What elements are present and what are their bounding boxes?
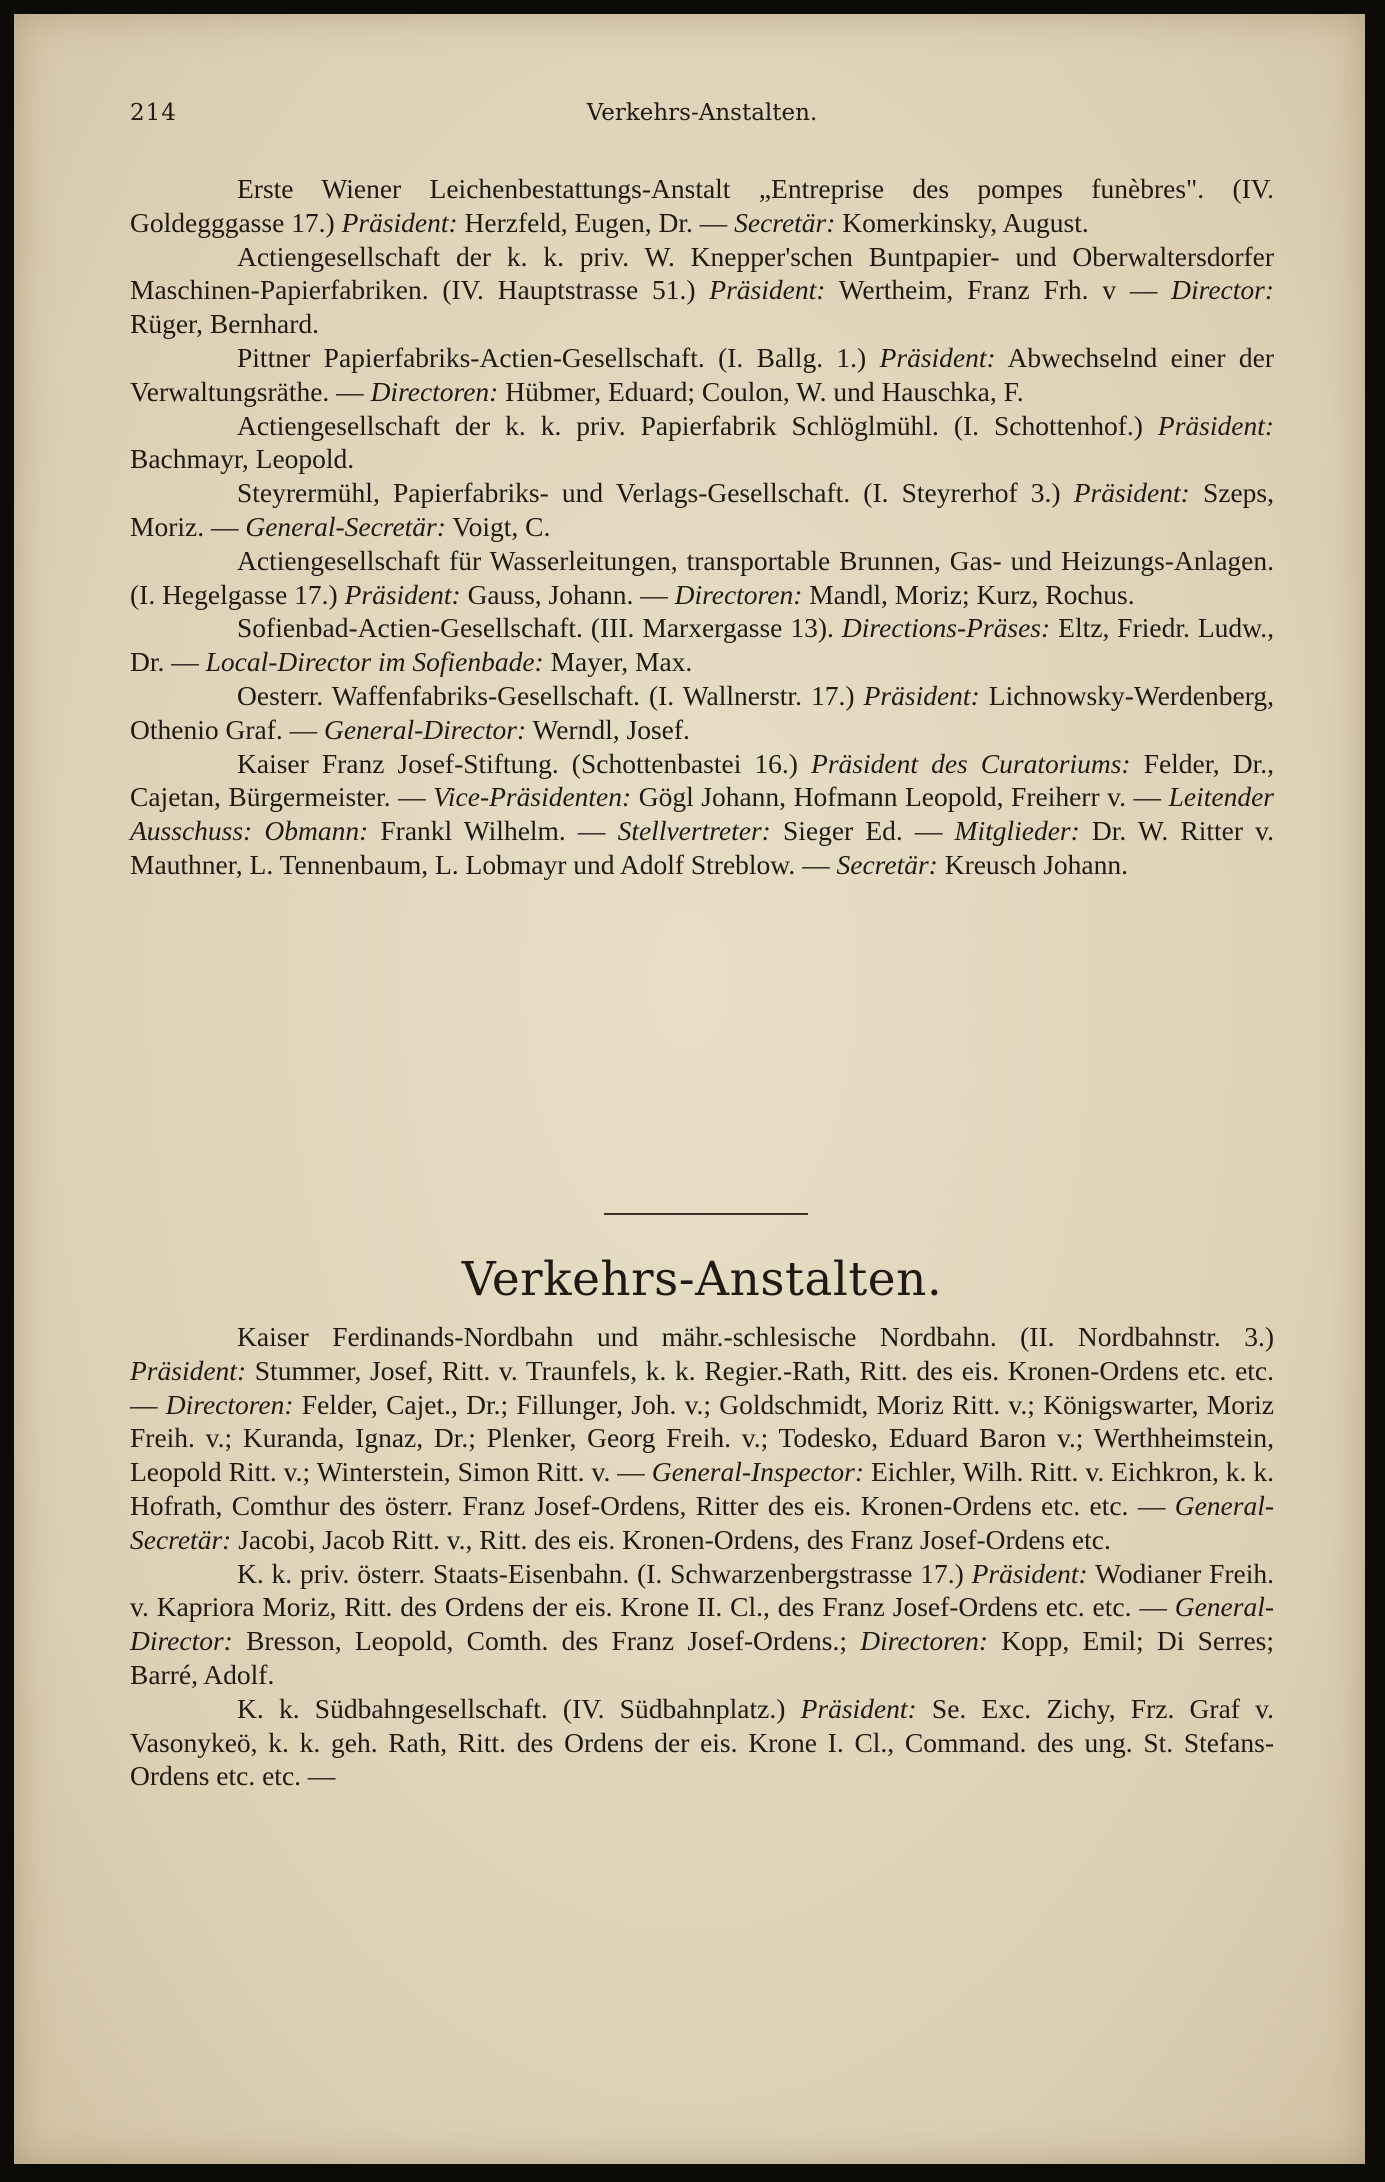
entry-text: Wodianer Freih. v. Kapriora Moriz, Ritt. des Ordens der eis. Krone II. Cl., des Franz Josef-Ordens etc. etc. —	[130, 1557, 1275, 1623]
directory-entry	[130, 611, 1274, 679]
entry-text: Steyrermühl, Papierfabriks- und Verlags-Gesellschaft. (I. Steyrerhof 3.)	[237, 477, 1074, 509]
entry-text: Felder, Dr., Cajetan, Bürgermeister. —	[130, 747, 1275, 813]
entry-role-label: General-Inspector:	[651, 1456, 865, 1488]
entry-role-label: Directoren:	[860, 1625, 989, 1657]
entry-text: Gögl Johann, Hofmann Leopold, Freiherr v. —	[631, 781, 1169, 813]
entry-text: Eltz, Friedr. Ludw., Dr. —	[130, 612, 1274, 678]
entry-text: Gauss, Johann. —	[460, 578, 675, 610]
entry-role-label: Secretär:	[734, 206, 836, 238]
entry-text: Bachmayr, Leopold.	[130, 443, 355, 475]
entry-text: Dr. W. Ritter v. Mauthner, L. Tennenbaum, L. Lobmayr und Adolf Streblow. —	[130, 815, 1274, 880]
entry-role-label: Directoren:	[674, 578, 803, 610]
entry-role-label: Präsident:	[863, 679, 980, 711]
entry-text: Eichler, Wilh. Ritt. v. Eichkron, k. k. Hofrath, Comthur des österr. Franz Josef-Ordens, Ritter des eis. Kronen-Ordens etc. etc. —	[130, 1456, 1274, 1521]
entry-text: Sieger Ed. —	[770, 815, 955, 847]
entry-role-label: Directoren:	[370, 375, 499, 407]
entry-role-label: Director:	[1171, 274, 1274, 306]
entry-role-label: Präsident des Curatoriums:	[811, 747, 1131, 779]
directory-entry	[130, 747, 1274, 882]
page-number: 214	[130, 100, 177, 126]
section-divider	[604, 1213, 808, 1215]
entry-role-label: General-Director:	[323, 713, 527, 745]
entry-text: Komerkinsky, August.	[835, 206, 1089, 238]
company-entries-transport	[130, 1320, 1274, 1793]
entry-text: Oesterr. Waffenfabriks-Gesellschaft. (I. Wallnerstr. 17.)	[237, 679, 864, 711]
entry-text: Kaiser Ferdinands-Nordbahn und mähr.-schlesische Nordbahn. (II. Nordbahnstr. 3.)	[237, 1321, 1274, 1352]
entry-text: K. k. priv. österr. Staats-Eisenbahn. (I. Schwarzenbergstrasse 17.)	[237, 1557, 972, 1589]
directory-entry	[130, 240, 1274, 341]
entry-text: Herzfeld, Eugen, Dr. —	[457, 206, 735, 238]
entry-text: Bresson, Leopold, Comth. des Franz Josef-Ordens.;	[232, 1625, 861, 1657]
entry-text: Wertheim, Franz Frh. v —	[825, 274, 1172, 306]
entry-role-label: Präsident:	[344, 578, 461, 610]
entry-role-label: Präsident:	[971, 1557, 1088, 1589]
entry-text: Erste Wiener Leichenbestattungs-Anstalt „Entreprise des pompes funèbres". (IV. Goldegggasse 17.)	[130, 173, 1274, 238]
entry-role-label: Präsident:	[1157, 409, 1274, 441]
entry-text: Pittner Papierfabriks-Actien-Gesellschaft. (I. Ballg. 1.)	[237, 341, 880, 373]
directory-entry	[130, 544, 1274, 612]
directory-entry	[130, 341, 1274, 409]
entry-text: Se. Exc. Zichy, Frz. Graf v. Vasonykeö, k. k. geh. Rath, Ritt. des Ordens der eis. Krone I. Cl., Command. des ung. St. Stefans-Ordens etc. etc. —	[130, 1692, 1274, 1792]
company-entries-top	[130, 172, 1274, 882]
entry-text: Actiengesellschaft für Wasserleitungen, transportable Brunnen, Gas- und Heizungs-Anlagen. (I. Hegelgasse 17.)	[130, 544, 1274, 610]
entry-text: Stummer, Josef, Ritt. v. Traunfels, k. k. Regier.-Rath, Ritt. des eis. Kronen-Ordens etc. etc. —	[130, 1354, 1274, 1420]
entry-text: Voigt, C.	[445, 510, 551, 542]
directory-entry	[130, 679, 1274, 747]
entry-text: Actiengesellschaft der k. k. priv. W. Knepper'schen Buntpapier- und Oberwaltersdorfer Maschinen-Papierfabriken. (IV. Hauptstrasse 51.)	[130, 240, 1274, 306]
directory-entry	[130, 1557, 1274, 1692]
entry-text: Szeps, Moriz. —	[130, 477, 1274, 542]
entry-text: Kreusch Johann.	[937, 848, 1128, 880]
entry-text: Mandl, Moriz; Kurz, Rochus.	[802, 578, 1135, 610]
entry-role-label: Präsident:	[1073, 477, 1190, 509]
entry-role-label: Secretär:	[836, 848, 938, 880]
entry-role-label: Leitender Ausschuss: Obmann:	[130, 781, 1274, 847]
entry-text: Jacobi, Jacob Ritt. v., Ritt. des eis. Kronen-Ordens, des Franz Josef-Ordens etc.	[231, 1523, 1111, 1555]
running-title: Verkehrs-Anstalten.	[586, 100, 818, 126]
directory-entry	[130, 1320, 1274, 1557]
entry-role-label: Local-Director im Sofienbade:	[205, 646, 544, 678]
directory-entry	[130, 409, 1274, 477]
entry-text: Werndl, Josef.	[526, 713, 690, 745]
entry-text: Sofienbad-Actien-Gesellschaft. (III. Marxergasse 13).	[237, 612, 842, 644]
directory-entry	[130, 476, 1274, 544]
entry-text: Lichnowsky-Werdenberg, Othenio Graf. —	[130, 679, 1274, 745]
entry-role-label: Directoren:	[165, 1388, 294, 1420]
entry-role-label: Directions-Präses:	[841, 612, 1051, 644]
entry-text: Rüger, Bernhard.	[130, 308, 320, 340]
entry-role-label: Präsident:	[800, 1692, 917, 1724]
entry-text: Actiengesellschaft der k. k. priv. Papierfabrik Schlöglmühl. (I. Schottenhof.)	[237, 409, 1158, 441]
entry-text: Frankl Wilhelm. —	[368, 815, 618, 847]
section-heading: Verkehrs-Anstalten.	[461, 1252, 943, 1307]
entry-text: K. k. Südbahngesellschaft. (IV. Südbahnplatz.)	[237, 1692, 801, 1724]
entry-role-label: Präsident:	[879, 341, 996, 373]
entry-role-label: Präsident:	[130, 1354, 247, 1386]
running-head	[130, 100, 1274, 140]
directory-entry	[130, 172, 1274, 240]
entry-role-label: Mitglieder:	[954, 815, 1080, 847]
entry-text: Felder, Cajet., Dr.; Fillunger, Joh. v.; Goldschmidt, Moriz Ritt. v.; Königswarter, Moriz Freih. v.; Kuranda, Ignaz, Dr.; Plenker, Georg Freih. v.; Todesko, Eduard Baron v.; Werthheimstein, Leopold Ritt. v.; Winterstein, Simon Ritt. v. —	[130, 1388, 1274, 1488]
directory-entry	[130, 1692, 1274, 1793]
entry-role-label: Präsident:	[709, 274, 826, 306]
entry-role-label: General-Director:	[130, 1591, 1274, 1657]
entry-text: Mayer, Max.	[543, 646, 693, 678]
entry-role-label: General-Secretär:	[245, 510, 446, 542]
entry-role-label: General-Secretär:	[130, 1489, 1274, 1555]
entry-text: Abwechselnd einer der Verwaltungsräthe. —	[130, 341, 1274, 407]
entry-text: Hübmer, Eduard; Coulon, W. und Hauschka, F.	[498, 375, 1024, 407]
entry-role-label: Präsident:	[341, 206, 458, 238]
entry-text: Kopp, Emil; Di Serres; Barré, Adolf.	[130, 1625, 1274, 1690]
entry-role-label: Vice-Präsidenten:	[433, 781, 632, 813]
entry-role-label: Stellvertreter:	[617, 815, 771, 847]
document-page	[14, 14, 1365, 2164]
entry-text: Kaiser Franz Josef-Stiftung. (Schottenbastei 16.)	[237, 747, 812, 779]
